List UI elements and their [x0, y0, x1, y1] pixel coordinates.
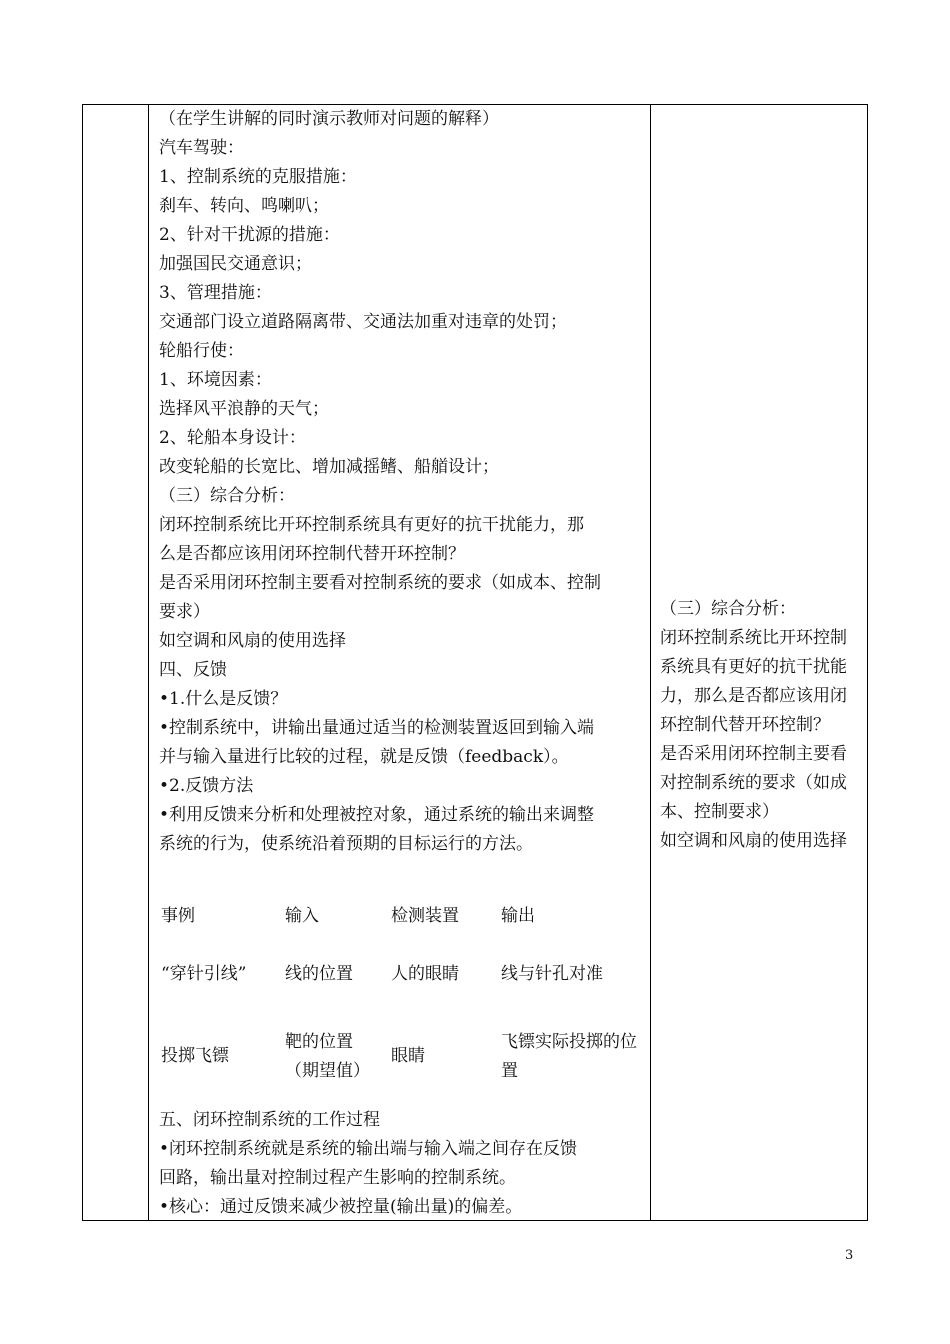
text-line: 轮船行使： — [159, 341, 244, 361]
table-header: 检测装置 — [391, 906, 459, 926]
text-line: 3、管理措施： — [159, 283, 272, 303]
column-divider-2 — [650, 105, 651, 1220]
text-line: 么是否都应该用闭环控制代替开环控制？ — [159, 544, 465, 564]
text-line: 交通部门设立道路隔离带、交通法加重对违章的处罚； — [159, 312, 567, 332]
note-line: （三）综合分析： — [660, 599, 796, 619]
text-line: 是否采用闭环控制主要看对控制系统的要求（如成本、控制 — [159, 573, 601, 593]
text-line: •闭环控制系统就是系统的输出端与输入端之间存在反馈 — [159, 1139, 578, 1159]
table-cell: 人的眼睛 — [391, 964, 459, 984]
feedback-examples-table — [159, 892, 639, 1092]
table-header: 输入 — [285, 906, 319, 926]
table-header: 输出 — [501, 906, 535, 926]
note-line: 如空调和风扇的使用选择 — [660, 831, 847, 851]
note-line: 闭环控制系统比开环控制系统具有更好的抗干扰能力，那么是否都应该用闭环控制代替开环控制？ — [660, 628, 847, 735]
text-line: 汽车驾驶： — [159, 138, 244, 158]
text-line: •1.什么是反馈？ — [159, 689, 288, 709]
table-cell: 线的位置 — [285, 964, 353, 984]
table-cell: 投掷飞镖 — [161, 1046, 229, 1066]
text-line: 系统的行为，使系统沿着预期的目标运行的方法。 — [159, 834, 533, 854]
text-line: 改变轮船的长宽比、增加减摇鳍、船艏设计； — [159, 457, 499, 477]
text-line: 闭环控制系统比开环控制系统具有更好的抗干扰能力，那 — [159, 515, 584, 535]
text-line: 并与输入量进行比较的过程，就是反馈（feedback）。 — [159, 747, 569, 767]
table-header: 事例 — [161, 906, 195, 926]
notes-column — [660, 595, 860, 856]
lesson-table — [82, 104, 868, 1221]
text-line: 加强国民交通意识； — [159, 254, 312, 274]
note-line: 是否采用闭环控制主要看对控制系统的要求（如成本、控制要求） — [660, 744, 847, 822]
text-line: •控制系统中，讲输出量通过适当的检测装置返回到输入端 — [159, 718, 595, 738]
text-line: 刹车、转向、鸣喇叭； — [159, 196, 329, 216]
text-line: 要求） — [159, 602, 210, 622]
table-cell: “穿针引线” — [161, 964, 247, 984]
closed-loop-section — [159, 1106, 639, 1222]
text-line: •2.反馈方法 — [159, 776, 254, 796]
text-line: •核心：通过反馈来减少被控量(输出量)的偏差。 — [159, 1197, 523, 1217]
text-line: 2、针对干扰源的措施： — [159, 225, 340, 245]
content-column — [159, 105, 639, 859]
table-cell: 眼睛 — [391, 1046, 425, 1066]
text-line: 2、轮船本身设计： — [159, 428, 306, 448]
page-number: 3 — [845, 1248, 854, 1263]
text-line: 五、闭环控制系统的工作过程 — [159, 1110, 380, 1130]
text-line: （在学生讲解的同时演示教师对问题的解释） — [159, 109, 499, 129]
table-cell: 靶的位置（期望值） — [285, 1032, 370, 1081]
text-line: 回路，输出量对控制过程产生影响的控制系统。 — [159, 1168, 516, 1188]
table-cell: 飞镖实际投掷的位置 — [501, 1032, 637, 1081]
text-line: 1、环境因素： — [159, 370, 272, 390]
column-divider-1 — [148, 105, 149, 1220]
text-line: 选择风平浪静的天气； — [159, 399, 329, 419]
text-line: 四、反馈 — [159, 660, 227, 680]
text-line: 1、控制系统的克服措施： — [159, 167, 357, 187]
text-line: 如空调和风扇的使用选择 — [159, 631, 346, 651]
text-line: •利用反馈来分析和处理被控对象，通过系统的输出来调整 — [159, 805, 595, 825]
text-line: （三）综合分析： — [159, 486, 295, 506]
table-cell: 线与针孔对准 — [501, 964, 603, 984]
